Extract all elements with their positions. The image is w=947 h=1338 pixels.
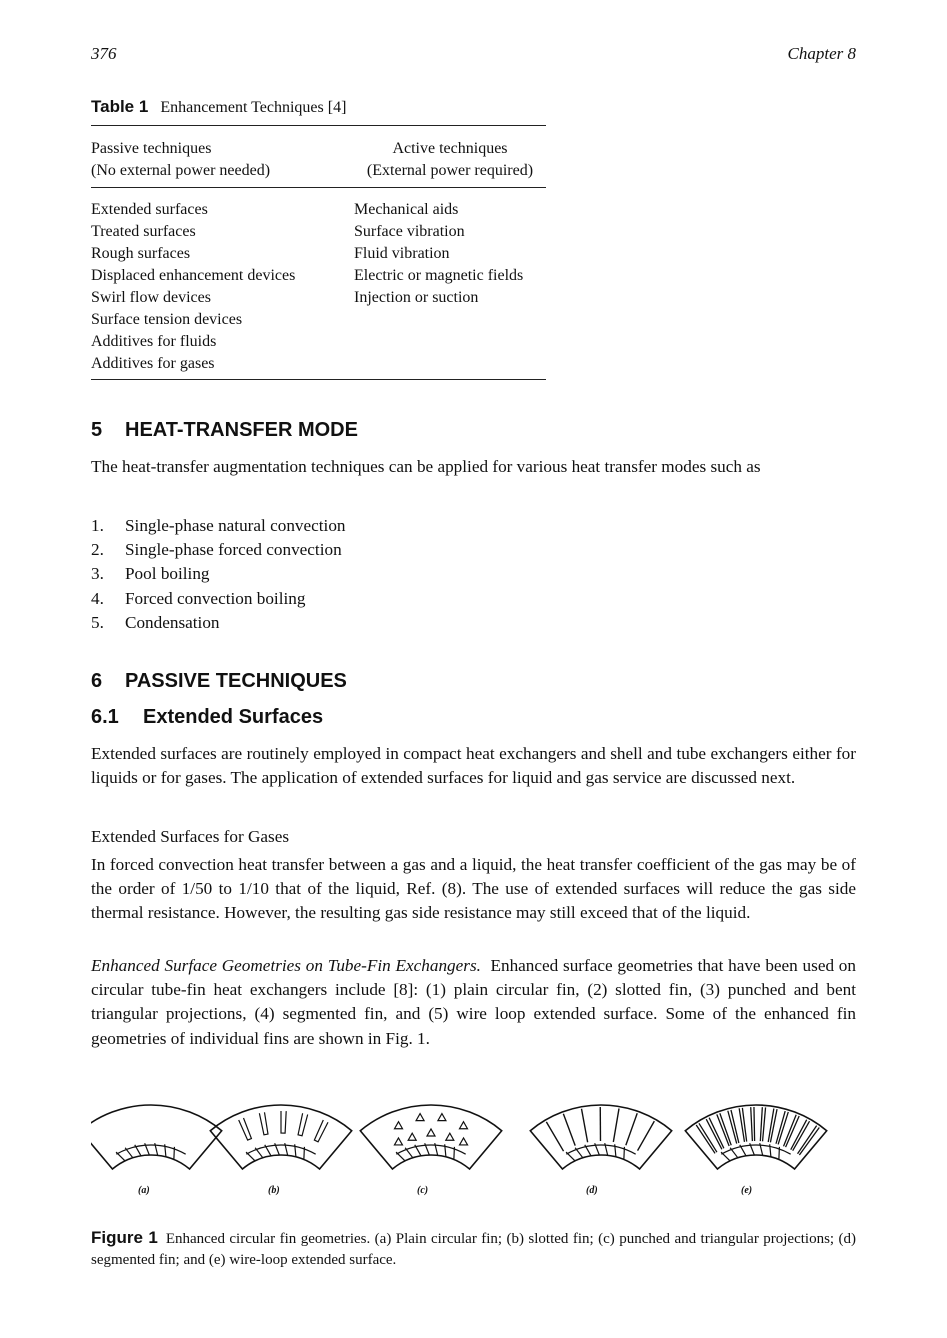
table-cell: Surface tension devices	[91, 311, 243, 328]
table-header-cell: Passive techniques	[91, 140, 212, 157]
tube-wall	[396, 1145, 465, 1154]
list-text: Forced convection boiling	[125, 588, 306, 608]
table-top-rule	[91, 125, 546, 126]
list-item	[91, 587, 346, 611]
table-header-passive	[91, 138, 270, 182]
figure-label-d: (d)	[586, 1185, 598, 1196]
table-header-cell: Active techniques	[392, 140, 508, 157]
subsection-6-1-heading	[91, 706, 323, 729]
list-number: 5.	[91, 612, 104, 632]
list-text: Single-phase natural convection	[125, 516, 346, 535]
fin-geometry-drawings	[91, 1075, 856, 1185]
fin-slot	[281, 1111, 286, 1133]
table-cell: Mechanical aids	[354, 201, 459, 218]
table-cell: Additives for fluids	[91, 333, 217, 350]
page-number: 376	[91, 44, 117, 63]
figure-caption	[91, 1227, 856, 1271]
section-number: 5	[91, 419, 103, 441]
paragraph-lead: Enhanced Surface Geometries on Tube-Fin Exchangers.	[91, 956, 481, 975]
table-cell: Surface vibration	[354, 223, 465, 240]
table-cell: Rough surfaces	[91, 245, 191, 262]
fin-sector	[360, 1105, 501, 1169]
wire-loop	[798, 1126, 817, 1154]
table-bottom-rule	[91, 379, 546, 380]
list-number: 3.	[91, 564, 104, 584]
table-cell: Electric or magnetic fields	[354, 267, 524, 284]
table-cell: Fluid vibration	[354, 245, 450, 262]
tube-wall	[116, 1145, 185, 1154]
fin-segment-cut	[563, 1114, 575, 1146]
subheading-gases: Extended Surfaces for Gases	[91, 827, 290, 846]
heat-transfer-mode-list	[91, 514, 346, 635]
table-cell: Displaced enhancement devices	[91, 267, 296, 284]
figure-label-e: (e)	[741, 1185, 753, 1196]
table-cell: Injection or suction	[354, 289, 479, 306]
table-cell: Additives for gases	[91, 355, 215, 372]
fin-slot	[298, 1113, 308, 1135]
fin-segment-cut	[546, 1122, 563, 1151]
triangular-projection	[459, 1122, 467, 1129]
table-label: Table 1	[91, 97, 149, 116]
table-cell: Extended surfaces	[91, 201, 208, 218]
list-text: Condensation	[125, 612, 220, 632]
table-header-cell: (No external power needed)	[91, 162, 271, 179]
paragraph-tube-fin	[91, 954, 856, 1051]
tube-wall	[721, 1145, 790, 1154]
wire-loop	[763, 1107, 766, 1141]
fin-segment-cut	[582, 1109, 588, 1142]
tube-wall	[566, 1145, 635, 1154]
triangular-projection	[395, 1122, 403, 1129]
paragraph-body: Enhanced surface geometries that have been used on circular tube-fin heat exchangers include [8]: (1) plain circular fin, (2) slotted fin, (3) punched and bent triangular projections, (4) segmented fin, and (5) wire loop extended surface. Some of the enhanced fin geometries of individual fins are shown in Fig. 1.	[91, 956, 856, 1048]
list-number: 4.	[91, 588, 104, 608]
table-header-active	[354, 138, 546, 182]
wire-loop	[754, 1107, 755, 1141]
fin-slot	[239, 1118, 252, 1140]
fin-segment-cut	[613, 1109, 619, 1143]
table-caption	[91, 97, 346, 117]
fin-segment-cut	[626, 1113, 637, 1145]
subsection-number: 6.1	[91, 706, 119, 728]
paragraph-gases: In forced convection heat transfer between a gas and a liquid, the heat transfer coefficient of the gas may be of the order of 1/50 to 1/10 that of the liquid, Ref. (8). The use of extended surfaces will reduce the gas side thermal resistance. However, the resulting gas side resistance may still exceed that of the liquid.	[91, 855, 856, 923]
table-active-column	[354, 199, 523, 309]
chapter-label: Chapter 8	[787, 44, 856, 63]
list-text: Single-phase forced convection	[125, 540, 342, 560]
triangular-projection	[427, 1129, 435, 1136]
wire-loop	[751, 1107, 753, 1141]
subsection-title: Extended Surfaces	[143, 706, 324, 728]
triangular-projection	[394, 1138, 402, 1145]
section-number: 6	[91, 670, 103, 692]
wire-loop	[791, 1120, 807, 1150]
list-item	[91, 538, 346, 562]
wire-loop	[717, 1114, 729, 1146]
table-header-cell: (External power required)	[366, 162, 534, 179]
tube-wall	[246, 1145, 315, 1154]
triangular-projection	[460, 1138, 468, 1145]
list-item	[91, 611, 346, 635]
list-number: 2.	[91, 540, 104, 560]
fin-sector	[91, 1105, 222, 1169]
figure-caption-text: Enhanced circular fin geometries. (a) Plain circular fin; (b) slotted fin; (c) punched and triangular projections; (d) segmented fin; and (e) wire-loop extended surface.	[91, 1231, 857, 1268]
section-title: PASSIVE TECHNIQUES	[125, 670, 347, 692]
table-passive-column	[91, 199, 295, 375]
list-item	[91, 562, 346, 586]
section-6-heading	[91, 670, 347, 693]
page-header	[91, 44, 856, 68]
triangular-projection	[446, 1133, 454, 1140]
figure-label-b: (b)	[268, 1185, 280, 1196]
fin-segment-cut	[638, 1121, 655, 1151]
figure-label-a: (a)	[138, 1185, 150, 1196]
table-cell: Swirl flow devices	[91, 289, 211, 306]
wire-loop	[760, 1107, 762, 1141]
triangular-projection	[408, 1133, 416, 1140]
fin-slot	[314, 1120, 328, 1142]
figure-label-c: (c)	[417, 1185, 429, 1196]
section-title: HEAT-TRANSFER MODE	[125, 419, 358, 441]
fin-slot	[259, 1112, 268, 1134]
list-text: Pool boiling	[125, 564, 210, 584]
figure-label: Figure 1	[91, 1228, 158, 1247]
table-header-rule	[91, 187, 546, 188]
triangular-projection	[438, 1114, 446, 1121]
list-number: 1.	[91, 516, 104, 535]
section-5-intro: The heat-transfer augmentation techniques can be applied for various heat transfer modes such as	[91, 457, 761, 476]
list-item	[91, 514, 346, 538]
triangular-projection	[416, 1114, 424, 1121]
table-title: Enhancement Techniques [4]	[160, 99, 347, 116]
table-cell: Treated surfaces	[91, 223, 196, 240]
fin-sector	[685, 1105, 826, 1169]
section-5-heading	[91, 419, 358, 442]
paragraph-extended-surfaces: Extended surfaces are routinely employed in compact heat exchangers and shell and tube exchangers either for liquids or for gases. The application of extended surfaces for liquid and gas service are discussed next.	[91, 744, 856, 788]
